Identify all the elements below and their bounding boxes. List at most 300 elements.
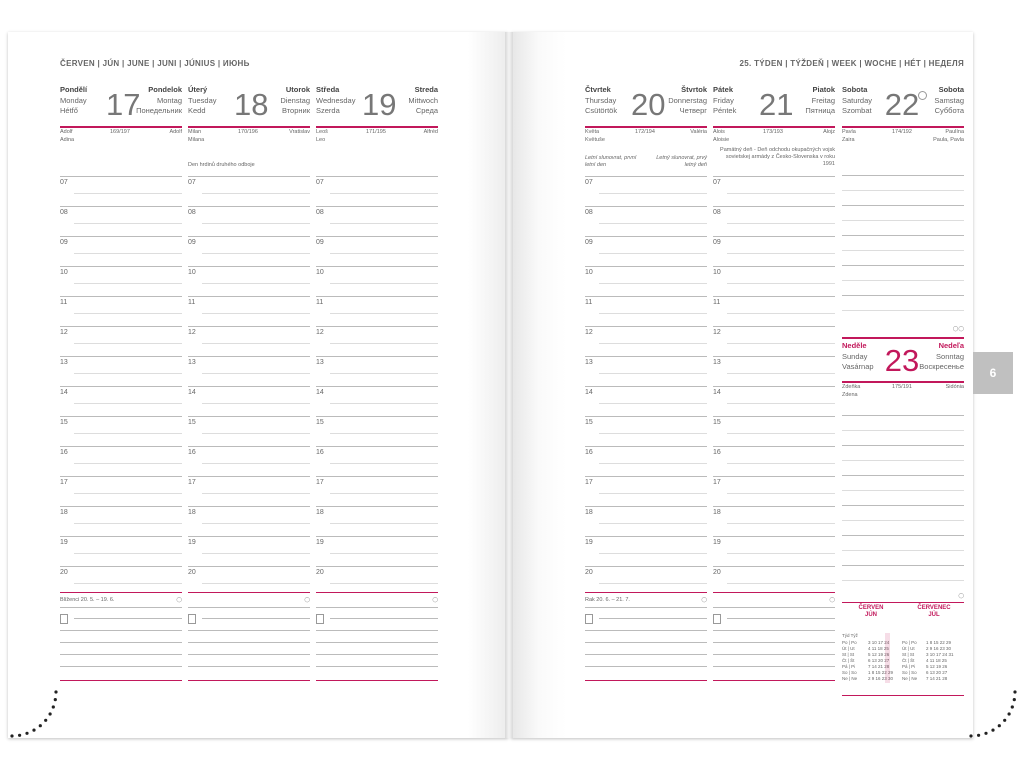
sun-line	[842, 565, 964, 566]
footer-line	[585, 607, 707, 608]
mini-row-days2: So | So	[902, 670, 917, 675]
mini-row-month1: 2 9 16 23 30	[868, 676, 894, 681]
day-number: 23	[884, 343, 920, 378]
half-hour-line	[74, 373, 182, 374]
corner-dot	[18, 734, 21, 737]
footer-rule	[316, 592, 438, 593]
left-header: ČERVEN | JÚN | JUNE | JUNI | JÚNIUS | ИЮНЬ	[60, 59, 250, 68]
day-number: 20	[631, 87, 666, 122]
hour-line	[188, 386, 310, 387]
day-rule	[713, 126, 835, 128]
hour-line	[316, 356, 438, 357]
half-hour-line	[599, 253, 707, 254]
corner-dot	[39, 724, 42, 727]
day-name-hu: Péntek	[713, 106, 737, 115]
day-names-right	[934, 85, 964, 117]
name-day-right: Alfréd	[423, 129, 438, 135]
sat-rule	[842, 337, 964, 339]
hour-line	[188, 266, 310, 267]
bottom-rule	[585, 680, 707, 681]
name-day-left: Zdeňka	[842, 384, 861, 390]
hour-line	[60, 266, 182, 267]
corner-dot	[977, 734, 980, 737]
half-hour-line	[202, 553, 310, 554]
half-hour-line	[74, 553, 182, 554]
hour-label: 17	[713, 479, 721, 486]
half-hour-line	[727, 433, 835, 434]
hour-label: 12	[316, 329, 324, 336]
sun-line	[842, 475, 964, 476]
day-name-cz: Neděle	[842, 341, 867, 350]
half-hour-line	[599, 313, 707, 314]
day-name-hu: Vasárnap	[842, 362, 874, 371]
corner-dot	[998, 724, 1001, 727]
day-name-de: Donnerstag	[668, 95, 707, 105]
corner-dot	[52, 705, 55, 708]
day-number: 21	[759, 87, 794, 122]
day-column-d21	[713, 85, 835, 695]
sun-half-line	[842, 550, 964, 551]
hour-label: 11	[60, 299, 68, 306]
half-hour-line	[330, 283, 438, 284]
half-hour-line	[330, 553, 438, 554]
mini-bottom-rule	[842, 695, 964, 696]
note-line	[60, 642, 182, 643]
name-day-second: Aloisie	[713, 137, 730, 143]
half-hour-line	[202, 283, 310, 284]
hour-line	[316, 176, 438, 177]
hour-label: 14	[585, 389, 593, 396]
hour-line	[188, 176, 310, 177]
name-day-left: Alois	[713, 129, 725, 135]
hour-line	[316, 446, 438, 447]
name-day-second: Adina	[60, 137, 75, 143]
hour-line	[585, 446, 707, 447]
hour-line	[60, 536, 182, 537]
day-name-de: Dienstag	[280, 95, 310, 105]
footer-rule	[60, 592, 182, 593]
hour-line	[713, 566, 835, 567]
half-hour-line	[599, 463, 707, 464]
day-names-right	[919, 341, 964, 373]
mini-row-days2: Út | Ut	[902, 646, 915, 651]
hour-label: 13	[585, 359, 593, 366]
moon-icon	[918, 91, 927, 100]
sun-rule	[842, 381, 964, 383]
half-hour-line	[330, 523, 438, 524]
hour-label: 10	[713, 269, 721, 276]
hour-label: 09	[585, 239, 593, 246]
hour-line	[316, 476, 438, 477]
mini-row-month2: 1 8 15 22 29	[926, 640, 952, 645]
half-hour-line	[202, 463, 310, 464]
hour-line	[585, 236, 707, 237]
day-note: Den hrdinů druhého odboje	[188, 162, 255, 168]
half-hour-line	[74, 253, 182, 254]
day-name-ru: Суббота	[934, 106, 964, 115]
mini-row-month1: 3 10 17 24	[868, 640, 890, 645]
name-day-right: Alojz	[823, 129, 835, 135]
mini-month2-cz: ČERVENEC	[917, 605, 951, 611]
mini-row-days2: St | St	[902, 652, 915, 657]
hour-label: 14	[188, 389, 196, 396]
note-line	[316, 642, 438, 643]
day-column-d22	[842, 85, 964, 695]
footer-line	[316, 607, 438, 608]
half-hour-line	[74, 493, 182, 494]
half-hour-line	[74, 343, 182, 344]
name-day-right: Paulína	[945, 129, 964, 135]
name-day-left: Leoš	[316, 129, 328, 135]
mini-row-month2: 3 10 17 24 31	[926, 652, 954, 657]
bottom-rule	[188, 680, 310, 681]
note-line	[585, 630, 707, 631]
half-hour-line	[74, 583, 182, 584]
note-line	[60, 630, 182, 631]
mini-row-days2: Ne | Ne	[902, 676, 918, 681]
hour-line	[316, 536, 438, 537]
note-line	[713, 642, 835, 643]
hour-line	[585, 326, 707, 327]
day-header-d20	[585, 85, 707, 125]
hour-label: 20	[713, 569, 721, 576]
name-day-second: Leo	[316, 137, 326, 143]
day-name-hu: Szerda	[316, 106, 340, 115]
corner-dot	[984, 732, 987, 735]
note-line	[316, 630, 438, 631]
sat-line	[842, 205, 964, 206]
half-hour-line	[330, 463, 438, 464]
hour-line	[713, 236, 835, 237]
day-name-sk: Pondelok	[148, 85, 182, 94]
hour-line	[188, 536, 310, 537]
day-name-en: Friday	[713, 95, 734, 105]
hour-label: 08	[60, 209, 68, 216]
day-header-d21	[713, 85, 835, 125]
sat-half-line	[842, 250, 964, 251]
day-name-sk: Utorok	[285, 85, 310, 94]
hour-label: 16	[316, 449, 324, 456]
hour-line	[60, 566, 182, 567]
day-name-de: Sonntag	[936, 351, 964, 361]
hour-line	[316, 326, 438, 327]
hour-label: 08	[713, 209, 721, 216]
mini-row-days2: Po | Po	[902, 640, 917, 645]
hour-line	[188, 476, 310, 477]
day-name-hu: Hétfő	[60, 106, 78, 115]
hour-label: 07	[713, 179, 721, 186]
day-name-en: Tuesday	[188, 95, 217, 105]
day-note-left: Letní slunovrat, první letní den	[585, 155, 637, 168]
note-line	[60, 666, 182, 667]
half-hour-line	[599, 223, 707, 224]
hour-line	[713, 206, 835, 207]
hour-line	[188, 206, 310, 207]
note-line	[713, 630, 835, 631]
hour-label: 15	[316, 419, 324, 426]
hour-line	[188, 446, 310, 447]
half-hour-line	[727, 373, 835, 374]
half-hour-line	[727, 343, 835, 344]
name-day-left: Pavla	[842, 129, 856, 135]
day-name-de: Samstag	[934, 95, 964, 105]
hour-label: 10	[585, 269, 593, 276]
hour-line	[316, 296, 438, 297]
day-number: 19	[362, 87, 397, 122]
hour-line	[188, 236, 310, 237]
half-hour-line	[202, 253, 310, 254]
corner-dot	[1008, 712, 1011, 715]
hour-line	[316, 506, 438, 507]
sun-icons: ◯	[958, 593, 964, 599]
mini-row-month2: 2 9 16 23 30	[926, 646, 952, 651]
day-name-sk: Štvrtok	[681, 85, 707, 94]
day-name-en: Saturday	[842, 95, 873, 105]
half-hour-line	[202, 583, 310, 584]
hour-line	[713, 446, 835, 447]
day-name-cz: Pondělí	[60, 85, 88, 94]
hour-label: 09	[713, 239, 721, 246]
day-name-ru: Пятница	[805, 106, 835, 115]
day-header-d17	[60, 85, 182, 125]
hour-line	[60, 386, 182, 387]
hour-label: 16	[585, 449, 593, 456]
mini-row-month2: 5 12 19 26	[926, 664, 948, 669]
hour-line	[60, 296, 182, 297]
half-hour-line	[727, 493, 835, 494]
hour-label: 09	[60, 239, 68, 246]
day-header-d18	[188, 85, 310, 125]
hour-label: 08	[188, 209, 196, 216]
mini-row-days: Po | Po	[842, 640, 857, 645]
mini-month1-cz: ČERVEN	[858, 605, 884, 611]
hour-label: 18	[188, 509, 196, 516]
phase-icons: ◯	[701, 597, 707, 603]
hour-line	[60, 176, 182, 177]
day-names-right	[136, 85, 182, 117]
day-rule	[60, 126, 182, 128]
day-name-de: Mittwoch	[408, 95, 438, 105]
sun-half-line	[842, 520, 964, 521]
hour-line	[60, 326, 182, 327]
mini-row-days: Ne | Ne	[842, 676, 858, 681]
sun-line	[842, 415, 964, 416]
name-day-second: Zaira	[842, 137, 855, 143]
hour-line	[585, 506, 707, 507]
hour-label: 13	[316, 359, 324, 366]
corner-dot	[10, 734, 13, 737]
footer-line	[188, 607, 310, 608]
hour-line	[585, 206, 707, 207]
footer-line	[713, 607, 835, 608]
day-name-sk: Sobota	[938, 85, 964, 94]
half-hour-line	[727, 523, 835, 524]
phase-icons: ◯	[829, 597, 835, 603]
hour-line	[713, 296, 835, 297]
note-icon	[60, 614, 68, 624]
hour-label: 19	[713, 539, 721, 546]
day-count: 170/196	[238, 129, 258, 135]
half-hour-line	[727, 283, 835, 284]
hour-line	[585, 266, 707, 267]
hour-label: 16	[188, 449, 196, 456]
note-line	[188, 654, 310, 655]
hour-label: 20	[60, 569, 68, 576]
mini-row-month1: 5 12 19 26	[868, 652, 890, 657]
sun-line	[842, 535, 964, 536]
half-hour-line	[599, 553, 707, 554]
day-count: 173/193	[763, 129, 783, 135]
sat-line	[842, 295, 964, 296]
sat-half-line	[842, 220, 964, 221]
day-name-cz: Pátek	[713, 85, 734, 94]
hour-line	[585, 536, 707, 537]
corner-dot	[54, 698, 57, 701]
day-rule	[842, 126, 964, 128]
hour-label: 14	[60, 389, 68, 396]
note-line	[188, 666, 310, 667]
name-day-right: Valéria	[690, 129, 707, 135]
day-number: 22	[884, 87, 920, 122]
hour-label: 18	[585, 509, 593, 516]
mini-row-days2: Čt | Št	[902, 658, 915, 663]
hour-label: 10	[60, 269, 68, 276]
sat-half-line	[842, 310, 964, 311]
day-header-d23	[842, 341, 964, 381]
corner-dots-left	[8, 684, 62, 738]
sun-bottom-rule	[842, 602, 964, 603]
hour-label: 08	[585, 209, 593, 216]
day-rule	[585, 126, 707, 128]
day-name-sk: Piatok	[812, 85, 835, 94]
name-day-third: Paula, Pavla	[933, 137, 964, 143]
mini-row-month2: 7 14 21 28	[926, 676, 948, 681]
hour-label: 13	[60, 359, 68, 366]
day-count: 172/194	[635, 129, 655, 135]
hour-line	[316, 566, 438, 567]
half-hour-line	[202, 193, 310, 194]
bottom-rule	[713, 680, 835, 681]
half-hour-line	[727, 553, 835, 554]
note-icon	[585, 614, 593, 624]
half-hour-line	[727, 403, 835, 404]
corner-dot	[1011, 705, 1014, 708]
hour-label: 13	[713, 359, 721, 366]
half-hour-line	[74, 463, 182, 464]
half-hour-line	[599, 373, 707, 374]
name-day-left: Květa	[585, 129, 600, 135]
hour-line	[713, 176, 835, 177]
bottom-rule	[316, 680, 438, 681]
hour-label: 07	[585, 179, 593, 186]
day-names-left	[188, 85, 217, 117]
hour-line	[188, 506, 310, 507]
sun-line	[842, 505, 964, 506]
hour-label: 17	[316, 479, 324, 486]
day-name-hu: Szombat	[842, 106, 872, 115]
sat-half-line	[842, 190, 964, 191]
mini-week-highlight	[885, 633, 890, 683]
hour-label: 07	[316, 179, 324, 186]
day-count: 175/191	[892, 384, 912, 390]
name-day-left: Milan	[188, 129, 202, 135]
half-hour-line	[599, 433, 707, 434]
hour-label: 16	[713, 449, 721, 456]
day-name-hu: Csütörtök	[585, 106, 618, 115]
name-day-right: Vratislav	[289, 129, 310, 135]
day-note: Pamätný deň - Deň odchodu okupačných vojsk sovietskej armády z Česko-Slovenska v roku 1991	[720, 147, 835, 167]
phase-icons: ◯	[432, 597, 438, 603]
month-tab[interactable]: 6	[973, 352, 1013, 394]
half-hour-line	[202, 433, 310, 434]
mini-row-days: So | So	[842, 670, 857, 675]
note-line	[330, 618, 438, 619]
day-names-left	[585, 85, 617, 117]
sat-line	[842, 265, 964, 266]
hour-line	[585, 566, 707, 567]
mini-row-month1: 4 11 18 25	[868, 646, 889, 651]
day-rule	[188, 126, 310, 128]
corner-dot	[25, 732, 28, 735]
day-name-ru: Воскресенье	[919, 362, 964, 371]
hour-label: 15	[60, 419, 68, 426]
half-hour-line	[727, 583, 835, 584]
day-name-en: Thursday	[585, 95, 617, 105]
hour-label: 18	[60, 509, 68, 516]
hour-line	[188, 566, 310, 567]
half-hour-line	[74, 433, 182, 434]
hour-line	[316, 416, 438, 417]
day-name-de: Freitag	[811, 95, 835, 105]
hour-label: 17	[188, 479, 196, 486]
day-name-ru: Среда	[415, 106, 438, 115]
half-hour-line	[330, 493, 438, 494]
hour-label: 12	[713, 329, 721, 336]
hour-line	[713, 326, 835, 327]
mini-row-days: St | St	[842, 652, 855, 657]
mini-row-days2: Pá | Pi	[902, 664, 916, 669]
half-hour-line	[202, 223, 310, 224]
hour-line	[60, 446, 182, 447]
hour-label: 11	[188, 299, 196, 306]
phase-icons: ◯	[304, 597, 310, 603]
hour-line	[188, 326, 310, 327]
note-line	[727, 618, 835, 619]
note-line	[316, 654, 438, 655]
hour-label: 16	[60, 449, 68, 456]
mini-row-month1: 7 14 21 28	[868, 664, 890, 669]
hour-label: 11	[713, 299, 721, 306]
hour-label: 14	[713, 389, 721, 396]
hour-label: 17	[60, 479, 68, 486]
mini-row-month1: 6 13 20 27	[868, 658, 890, 663]
mini-row-month2: 4 11 18 25	[926, 658, 947, 663]
hour-line	[713, 506, 835, 507]
note-icon	[188, 614, 196, 624]
half-hour-line	[599, 493, 707, 494]
note-line	[316, 666, 438, 667]
hour-line	[713, 476, 835, 477]
zodiac-label: Blíženci 20. 5. – 19. 6.	[60, 597, 115, 603]
hour-label: 12	[188, 329, 196, 336]
day-name-en: Monday	[60, 95, 87, 105]
day-names-right	[668, 85, 707, 117]
hour-label: 11	[585, 299, 593, 306]
zodiac-label: Rak 20. 6. – 21. 7.	[585, 597, 630, 603]
hour-line	[188, 296, 310, 297]
sat-half-line	[842, 280, 964, 281]
corner-dots-right	[965, 684, 1019, 738]
